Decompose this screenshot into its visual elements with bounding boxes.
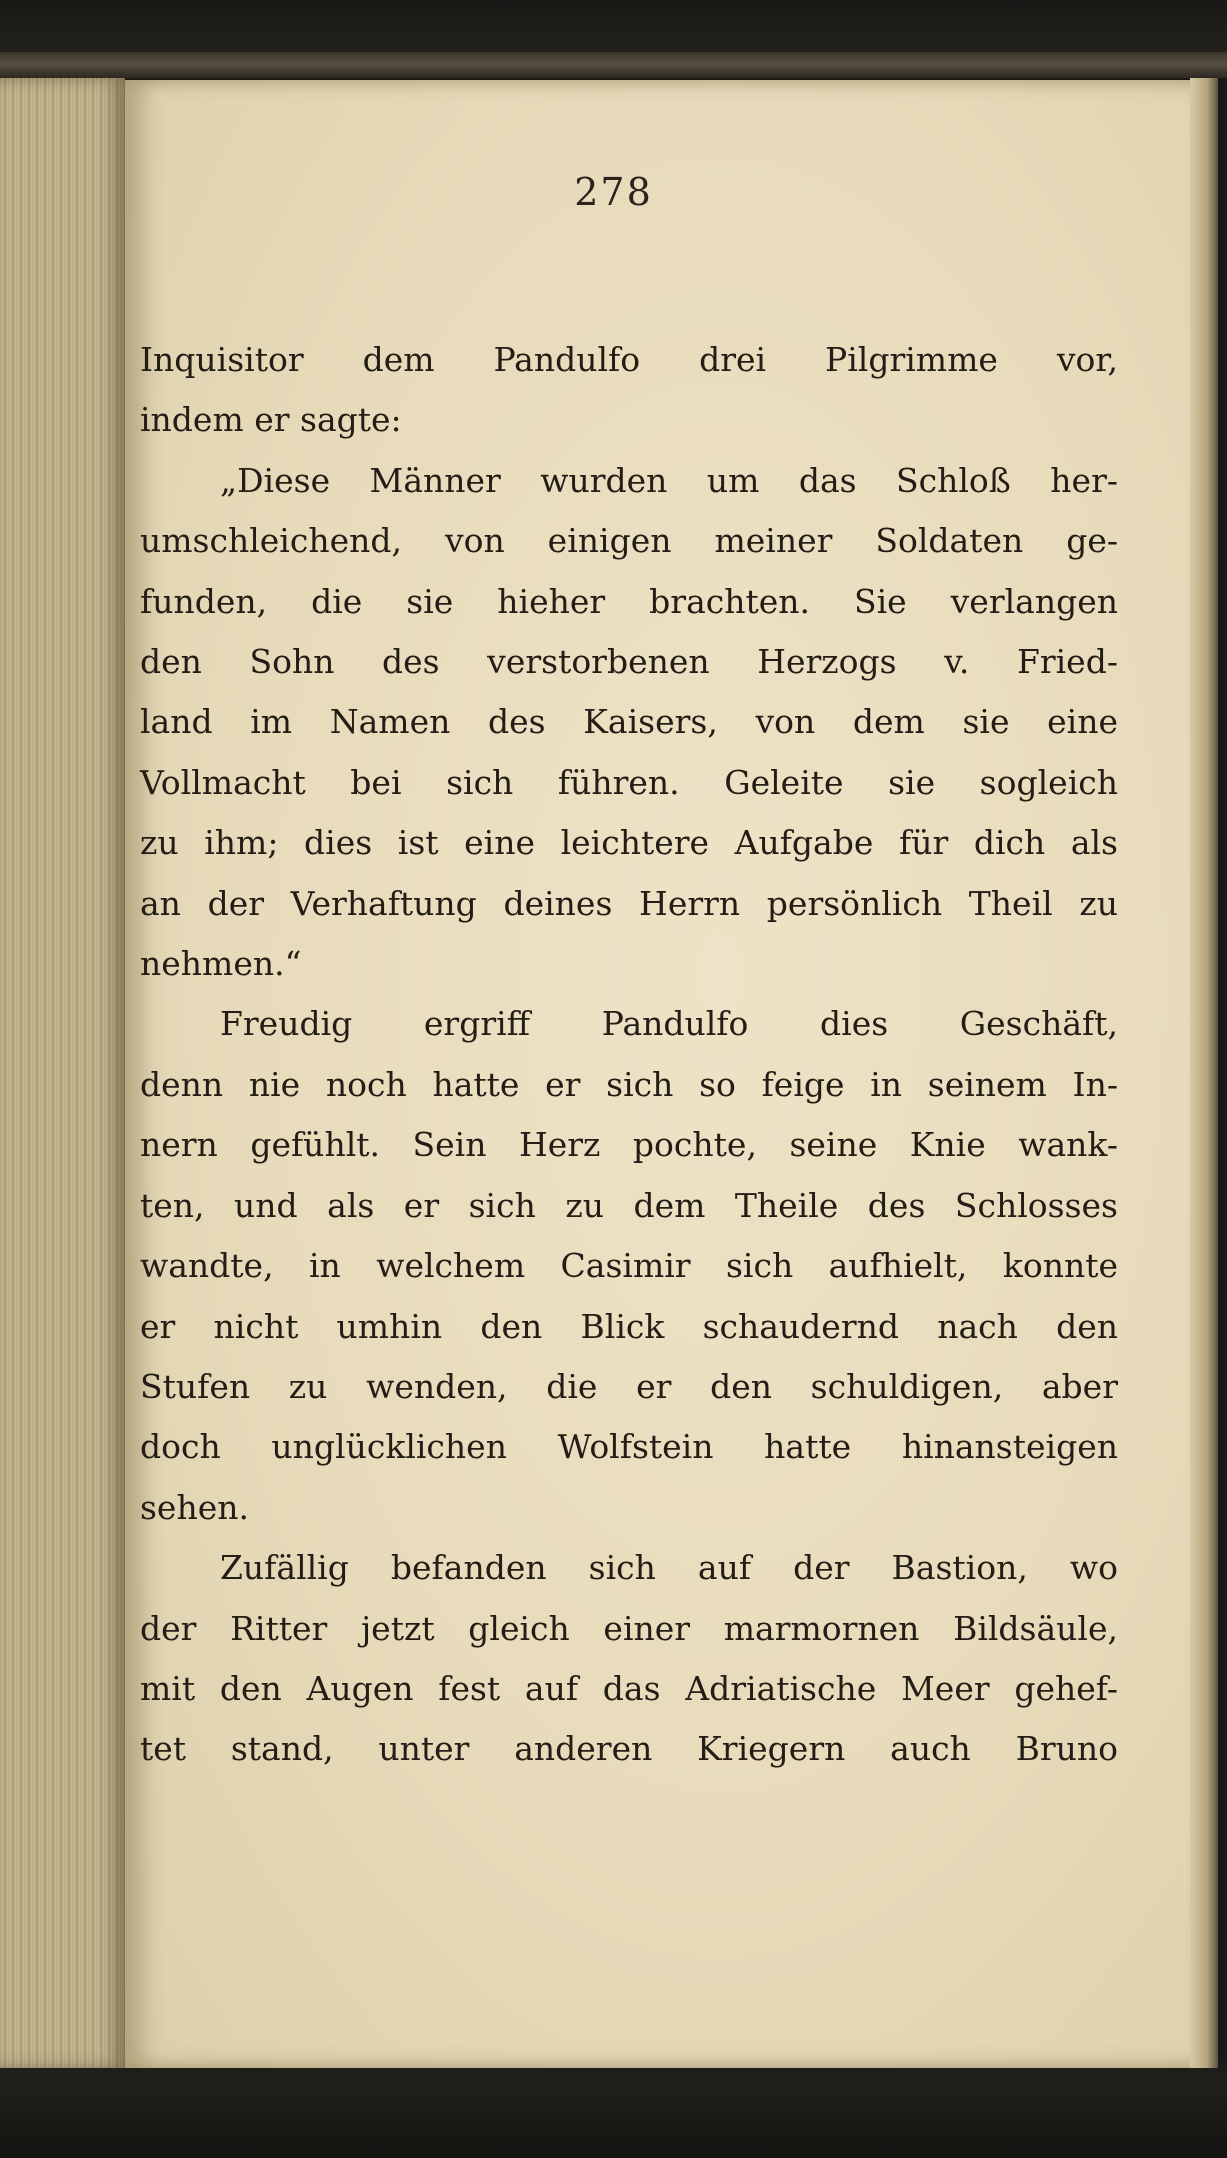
text-line: indem er sagte: bbox=[140, 400, 402, 440]
text-line: denn nie noch hatte er sich so feige in seinem In- bbox=[140, 1064, 1118, 1104]
text-line: Freudig ergriff Pandulfo dies Geschäft, bbox=[220, 1004, 1118, 1044]
text-line: an der Verhaftung deines Herrn persönlich Theil zu bbox=[140, 883, 1118, 923]
page-stack-edge bbox=[0, 78, 125, 2068]
text-line: Zufällig befanden sich auf der Bastion, wo bbox=[220, 1548, 1118, 1588]
text-line: „Diese Männer wurden um das Schloß her- bbox=[220, 460, 1118, 500]
right-page-edge bbox=[1190, 78, 1218, 2068]
text-line: nern gefühlt. Sein Herz pochte, seine Knie wank- bbox=[140, 1125, 1118, 1165]
text-line: nehmen.“ bbox=[140, 944, 302, 984]
text-line: doch unglücklichen Wolfstein hatte hinansteigen bbox=[140, 1427, 1118, 1467]
text-line: den Sohn des verstorbenen Herzogs v. Fried- bbox=[140, 642, 1118, 682]
book-binding-edge bbox=[0, 52, 1227, 78]
page-number: 278 bbox=[574, 170, 653, 214]
text-line: tet stand, unter anderen Kriegern auch Bruno bbox=[140, 1729, 1118, 1769]
text-line: zu ihm; dies ist eine leichtere Aufgabe für dich als bbox=[140, 823, 1118, 863]
text-line: funden, die sie hieher brachten. Sie verlangen bbox=[140, 581, 1118, 621]
text-line: ten, und als er sich zu dem Theile des Schlosses bbox=[140, 1185, 1118, 1225]
body-text bbox=[140, 330, 1118, 1780]
text-line: Vollmacht bei sich führen. Geleite sie sogleich bbox=[140, 762, 1118, 802]
text-line: er nicht umhin den Blick schaudernd nach den bbox=[140, 1306, 1118, 1346]
text-line: Stufen zu wenden, die er den schuldigen, aber bbox=[140, 1366, 1118, 1406]
text-line: Inquisitor dem Pandulfo drei Pilgrimme vor, bbox=[140, 340, 1118, 379]
text-line: sehen. bbox=[140, 1487, 249, 1527]
text-line: umschleichend, von einigen meiner Soldaten ge- bbox=[140, 521, 1118, 561]
text-line: wandte, in welchem Casimir sich aufhielt, konnte bbox=[140, 1246, 1118, 1286]
text-line: land im Namen des Kaisers, von dem sie eine bbox=[140, 702, 1118, 742]
text-line: der Ritter jetzt gleich einer marmornen Bildsäule, bbox=[140, 1608, 1118, 1648]
text-line: mit den Augen fest auf das Adriatische Meer gehef- bbox=[140, 1668, 1118, 1708]
